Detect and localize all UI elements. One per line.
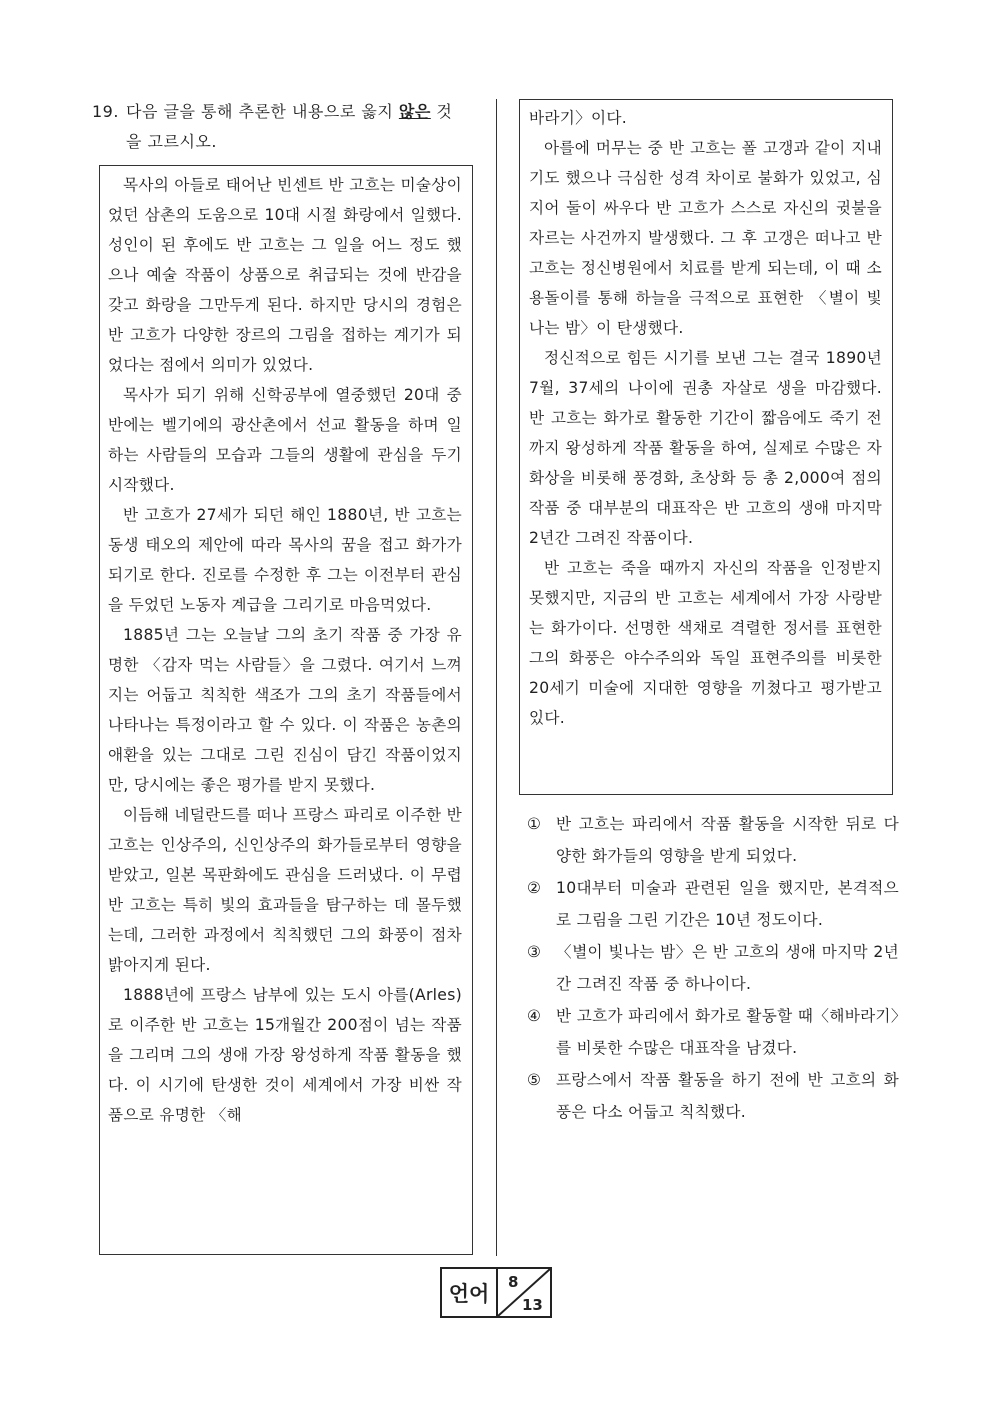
option-marker: ①	[527, 815, 542, 833]
answer-option-4[interactable]	[527, 1000, 899, 1064]
passage-paragraph: 목사가 되기 위해 신학공부에 열중했던 20대 중반에는 벨기에의 광산촌에서 선교 활동을 하며 일하는 사람들의 모습과 그들의 생활에 관심을 두기 시작했다.	[108, 386, 462, 494]
passage-box-left	[99, 165, 473, 1255]
passage-paragraph: 바라기〉이다.	[529, 109, 627, 127]
passage-paragraph: 1885년 그는 오늘날 그의 초기 작품 중 가장 유명한 〈감자 먹는 사람들〉을 그렸다. 여기서 느껴지는 어둡고 칙칙한 색조가 그의 초기 작품들에서 나타나는 특정이라고 할 수 있다. 이 작품은 농촌의 애환을 있는 그대로 그린 진심이 담긴 작품이었지만, 당시에는 좋은 평가를 받지 못했다.	[108, 626, 462, 794]
answer-option-5[interactable]	[527, 1064, 899, 1128]
question-number: 19.	[92, 102, 119, 121]
passage-paragraph: 반 고흐는 죽을 때까지 자신의 작품을 인정받지 못했지만, 지금의 반 고흐는 세계에서 가장 사랑받는 화가이다. 선명한 색채로 격렬한 정서를 표현한 그의 화풍은 야수주의와 독일 표현주의를 비롯한 20세기 미술에 지대한 영향을 끼쳤다고 평가받고 있다.	[529, 559, 882, 727]
passage-paragraph: 목사의 아들로 태어난 빈센트 반 고흐는 미술상이었던 삼촌의 도움으로 10대 시절 화랑에서 일했다. 성인이 된 후에도 반 고흐는 그 일을 어느 정도 했으나 예술 작품이 상품으로 취급되는 것에 반감을 갖고 화랑을 그만두게 된다. 하지만 당시의 경험은 반 고흐가 다양한 장르의 그림을 접하는 계기가 되었다는 점에서 의미가 있었다.	[108, 176, 462, 374]
question-header	[92, 97, 484, 157]
page-number: 8	[508, 1273, 519, 1291]
subject-label: 언어	[442, 1269, 498, 1316]
option-marker: ③	[527, 943, 542, 961]
answer-options	[527, 808, 899, 1128]
passage-box-right	[519, 99, 893, 795]
answer-option-2[interactable]	[527, 872, 899, 936]
option-text: 반 고흐가 파리에서 화가로 활동할 때〈해바라기〉를 비롯한 수많은 대표작을 남겼다.	[556, 1007, 899, 1057]
question-stem-line2: 을 고르시오.	[126, 132, 217, 151]
passage-paragraph: 이듬해 네덜란드를 떠나 프랑스 파리로 이주한 반 고흐는 인상주의, 신인상주의 화가들로부터 영향을 받았고, 일본 목판화에도 관심을 드러냈다. 이 무렵 반 고흐는 특히 빛의 효과들을 탐구하는 데 몰두했는데, 그러한 과정에서 칙칙했던 그의 화풍이 점차 밝아지게 된다.	[108, 806, 462, 974]
option-text: 반 고흐는 파리에서 작품 활동을 시작한 뒤로 다양한 화가들의 영향을 받게 되었다.	[556, 815, 899, 865]
passage-paragraph: 아를에 머무는 중 반 고흐는 폴 고갱과 같이 지내기도 했으나 극심한 성격 차이로 불화가 있었고, 심지어 둘이 싸우다 반 고흐가 스스로 자신의 귓불을 자르는 사건까지 발생했다. 그 후 고갱은 떠나고 반 고흐는 정신병원에서 치료를 받게 되는데, 이 때 소용돌이를 통해 하늘을 극적으로 표현한 〈별이 빛나는 밤〉이 탄생했다.	[529, 139, 882, 337]
option-marker: ⑤	[527, 1071, 542, 1089]
passage-paragraph: 정신적으로 힘든 시기를 보낸 그는 결국 1890년 7월, 37세의 나이에 권총 자살로 생을 마감했다. 반 고흐는 화가로 활동한 기간이 짧음에도 죽기 전까지 왕성하게 작품 활동을 하여, 실제로 수많은 자화상을 비롯해 풍경화, 초상화 등 총 2,000여 점의 작품 중 대부분의 대표작은 반 고흐의 생애 마지막 2년간 그려진 작품이다.	[529, 349, 882, 547]
option-text: 프랑스에서 작품 활동을 하기 전에 반 고흐의 화풍은 다소 어둡고 칙칙했다.	[556, 1071, 899, 1121]
passage-paragraph: 반 고흐가 27세가 되던 해인 1880년, 반 고흐는 동생 태오의 제안에 따라 목사의 꿈을 접고 화가가 되기로 한다. 진로를 수정한 후 그는 이전부터 관심을 두었던 노동자 계급을 그리기로 마음먹었다.	[108, 506, 462, 614]
answer-option-1[interactable]	[527, 808, 899, 872]
passage-paragraph: 1888년에 프랑스 남부에 있는 도시 아를(Arles)로 이주한 반 고흐는 15개월간 200점이 넘는 작품을 그리며 그의 생애 가장 왕성하게 작품 활동을 했다. 이 시기에 탄생한 것이 세계에서 가장 비싼 작품으로 유명한 〈해	[108, 986, 462, 1124]
option-marker: ②	[527, 879, 542, 897]
column-divider	[496, 99, 497, 1256]
page-footer	[440, 1267, 552, 1318]
question-stem-line1-pre: 다음 글을 통해 추론한 내용으로 옳지	[126, 102, 399, 121]
question-stem-line1-post: 것	[430, 102, 453, 121]
option-text: 〈별이 빛나는 밤〉은 반 고흐의 생애 마지막 2년간 그려진 작품 중 하나이다.	[556, 943, 899, 993]
page-total: 13	[522, 1296, 543, 1314]
answer-option-3[interactable]	[527, 936, 899, 1000]
question-stem-emphasis: 않은	[398, 102, 431, 121]
option-text: 10대부터 미술과 관련된 일을 했지만, 본격적으로 그림을 그린 기간은 10년 정도이다.	[556, 879, 899, 929]
option-marker: ④	[527, 1007, 542, 1025]
